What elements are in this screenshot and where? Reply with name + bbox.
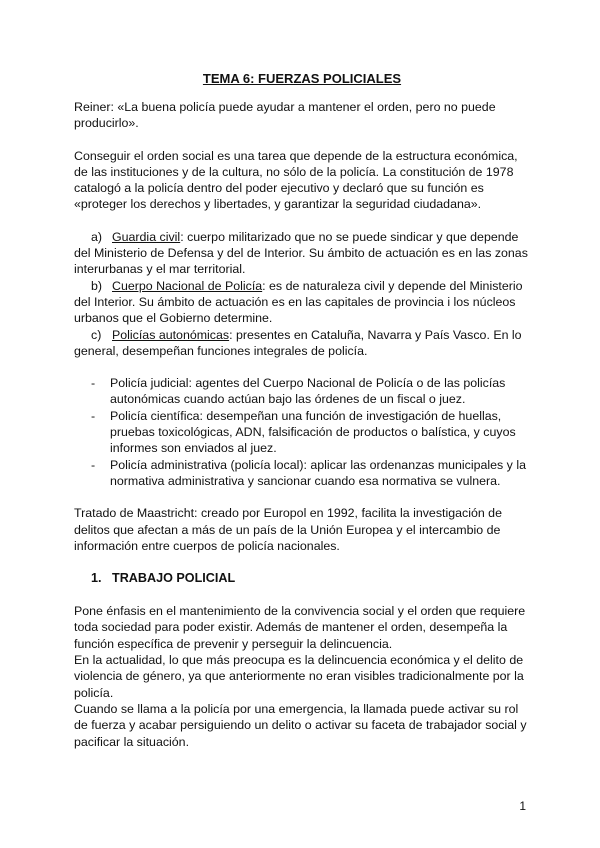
section-paragraph: Pone énfasis en el mantenimiento de la convivencia social y el orden que requiere toda sociedad para poder existir. Además de mantener el orden, desempeña la función específica de prevenir y perseguir la delincuencia. [74,604,526,651]
section-number: 1. [91,571,102,586]
maastricht-paragraph: Tratado de Maastricht: creado por Europol en 1992, facilita la investigación de delitos que afectan a más de un país de la Unión Europea y el intercambio de información entre cuerpos de policía nacionales. [74,506,502,553]
list-marker: - [91,376,96,391]
section-heading [74,570,530,587]
document-page [74,70,530,750]
list-item [74,408,530,457]
list-marker: - [91,408,96,423]
quote-paragraph: Reiner: «La buena policía puede ayudar a mantener el orden, pero no puede producirlo». [74,100,496,131]
list-item [74,327,530,360]
police-forces-list [74,229,530,359]
police-types-list [74,375,530,489]
list-marker: b) [91,278,103,293]
section-paragraph: En la actualidad, lo que más preocupa es la delincuencia económica y el delito de violencia de género, ya que anteriormente no eran visibles tradicionalmente por la policía. [74,653,524,700]
list-marker: c) [91,327,102,342]
force-term: Guardia civil [112,229,181,244]
force-term: Policías autonómicas [112,327,230,342]
section-heading-text: TRABAJO POLICIAL [112,571,236,586]
list-item [74,457,530,490]
document-title: TEMA 6: FUERZAS POLICIALES [202,71,402,86]
force-description: : cuerpo militarizado que no se puede sindicar y que depende del Ministerio de Defensa y del de Interior. Su ámbito de actuación es en las zonas interurbanas y el mar territorial. [74,229,528,277]
list-item [74,278,530,327]
force-description: : presentes en Cataluña, Navarra y País Vasco. En lo general, desempeñan funciones integrales de policía. [74,327,522,358]
force-term: Cuerpo Nacional de Policía [112,278,263,293]
section-paragraph: Cuando se llama a la policía por una emergencia, la llamada puede activar su rol de fuerza y acabar persiguiendo un delito o activar su faceta de trabajador social y pacificar la situación. [74,701,527,749]
list-item-text: Policía científica: desempeñan una función de investigación de huellas, pruebas toxicológicas, ADN, falsificación de productos o balística, y cuyos informes son enviados al juez. [110,408,516,456]
force-description: : es de naturaleza civil y depende del Ministerio del Interior. Su ámbito de actuación es en las capitales de provincia i los núcleos urbanos que el Gobierno determine. [74,278,523,326]
list-item [74,375,530,408]
list-marker: - [91,457,96,472]
intro-paragraph: Conseguir el orden social es una tarea que depende de la estructura económica, de las instituciones y de la cultura, no sólo de la policía. La constitución de 1978 catalogó a la policía dentro del poder ejecutivo y declaró que su función es «proteger los derechos y libertades, y garantizar la seguridad ciudadana». [74,148,518,212]
page-number: 1 [519,799,526,813]
list-item [74,229,530,278]
list-item-text: Policía judicial: agentes del Cuerpo Nacional de Policía o de las policías autonómicas cuando actúan bajo las órdenes de un fiscal o juez. [110,376,506,407]
list-marker: a) [91,229,103,244]
list-item-text: Policía administrativa (policía local): aplicar las ordenanzas municipales y la normativa administrativa y sancionar cuando esa normativa se vulnera. [110,457,526,488]
